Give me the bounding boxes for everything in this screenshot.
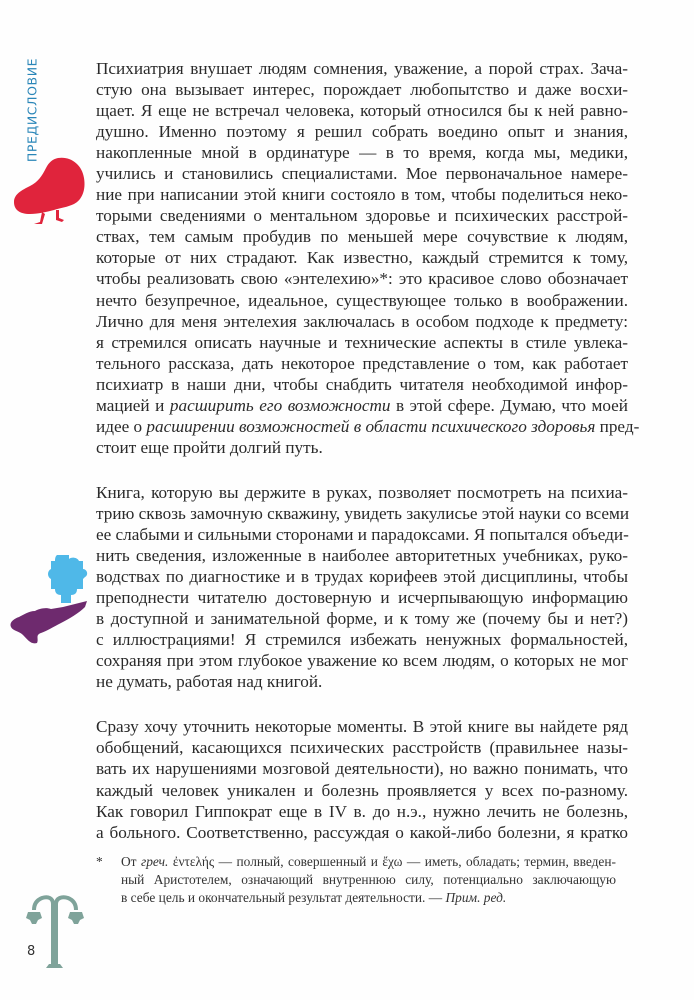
text-line: которые от них страдают. Как известно, каждый стремится к тому, (96, 248, 628, 268)
text-line: чтобы реализовать свою «энтелехию»*: это красивое слово обозначает (96, 269, 628, 289)
paragraph-1 (96, 58, 640, 458)
text-run: в себе цель и окончательный результат деятельности. — (121, 890, 446, 906)
page-number: 8 (27, 944, 36, 959)
section-label (22, 57, 42, 163)
text-line: обобщений, касающихся психических расстройств (правильнее назы- (96, 738, 628, 758)
text-run: От (121, 854, 141, 869)
text-line: тельного рассказа, дать некоторое представление о том, как работает (96, 353, 628, 373)
text-line: Сразу хочу уточнить некоторые моменты. В этой книге вы найдете ряд (96, 717, 628, 737)
text-run: в этой сфере. Думаю, что моей (390, 395, 628, 415)
text-line: Психиатрия внушает людям сомнения, уважение, а порой страх. Зача- (96, 59, 628, 78)
text-line (96, 416, 640, 437)
text-line: я стремился описать научные и технические аспекты в стиле увлека- (96, 332, 628, 352)
footnote-line (121, 889, 616, 907)
footnote-line (121, 853, 616, 871)
text-line: каждый человек уникален и болезнь проявляется у всех по-разному. (96, 780, 628, 800)
text-line: сохраняя при этом глубокое уважение ко всем людям, о которых не мог (96, 651, 628, 671)
text-line: стоит еще пройти долгий путь. (96, 437, 323, 457)
text-line: вать их нарушениями мозговой деятельности), но важно понимать, что (96, 759, 628, 779)
text-line: не думать, работая над книгой. (96, 672, 323, 692)
emphasis-text: расширить его возможности (169, 395, 391, 415)
text-line: психиатр в наши дни, чтобы снабдить читателя необходимой инфор- (96, 374, 628, 394)
text-line (96, 395, 628, 416)
text-line: преподнести читателю достоверную и исчерпывающую информацию (96, 588, 628, 608)
text-line: стую она вызывает интерес, порождает любопытство и даже восхи- (96, 80, 628, 100)
footnote (96, 853, 616, 908)
emphasis-text: Прим. ред. (445, 890, 507, 906)
text-line: нить сведения, изложенные в наиболее авторитетных учебниках, руко- (96, 546, 628, 566)
text-line: Как говорил Гиппократ еще в IV в. до н.э., нужно лечить не болезнь, (96, 801, 628, 821)
text-run: идее о (96, 416, 147, 436)
text-run: ἐντελής — полный, совершенный и ἔχω — иметь, обладать; термин, введен- (168, 854, 616, 869)
text-line: Лично для меня энтелехия заключалась в особом подходе к предмету: (96, 311, 628, 331)
text-line: ствах, тем самым пробудив по меньшей мере сочувствие к людям, (96, 227, 628, 247)
text-line: Книга, которую вы держите в руках, позволяет посмотреть на психиа- (96, 482, 628, 502)
text-line: а больного. Соответственно, рассуждая о какой-либо болезни, я кратко (96, 822, 628, 842)
text-run: пред- (595, 416, 640, 436)
puzzle-pieces-illustration (5, 555, 95, 650)
paragraph-3 (96, 716, 628, 842)
text-line: щает. Я еще не встречал человека, который относился бы к ней равно- (96, 101, 628, 121)
text-line: с иллюстрациями! Я стремился избежать ненужных формальностей, (96, 630, 628, 650)
paragraph-2 (96, 482, 628, 692)
text-line: нечто безупречное, идеальное, существующее только в воображении. (96, 290, 628, 310)
text-line: накопленные мной в ординатуре — в то время, когда мы, медики, (96, 143, 628, 163)
text-line: водствах по диагностике и в трудах корифеев этой дисциплины, чтобы (96, 567, 628, 587)
text-line: душно. Именно поэтому я решил собрать воедино опыт и знания, (96, 122, 628, 142)
footnote-mark: * (96, 854, 103, 869)
red-bird-illustration (8, 150, 88, 230)
emphasis-text: греч. (140, 854, 169, 869)
text-run: мацией и (96, 395, 170, 415)
text-line: трию сквозь замочную скважину, увидеть закулисье этой науки со всеми (96, 503, 630, 523)
body-text (96, 58, 640, 843)
text-line: учились и становились специалистами. Мое первоначальное намере- (96, 164, 628, 184)
text-line: ее слабыми и сильными сторонами и парадоксами. Я попытался объеди- (96, 524, 629, 544)
emphasis-text: расширении возможностей в области психического здоровья (146, 416, 596, 436)
text-line: в доступной и занимательной форме, и к тому же (почему бы и нет?) (96, 609, 628, 629)
section-label-text: ПРЕДИСЛОВИЕ (24, 57, 40, 163)
footnote-line: ный Аристотелем, означающий внутреннюю силу, потенциально заключающую (121, 872, 616, 888)
footnote-body (121, 853, 616, 908)
text-line: торыми сведениями о ментальном здоровье и психических расстрой- (96, 206, 628, 226)
text-line: ние при написании этой книги состояло в том, чтобы поделиться неко- (96, 185, 628, 205)
